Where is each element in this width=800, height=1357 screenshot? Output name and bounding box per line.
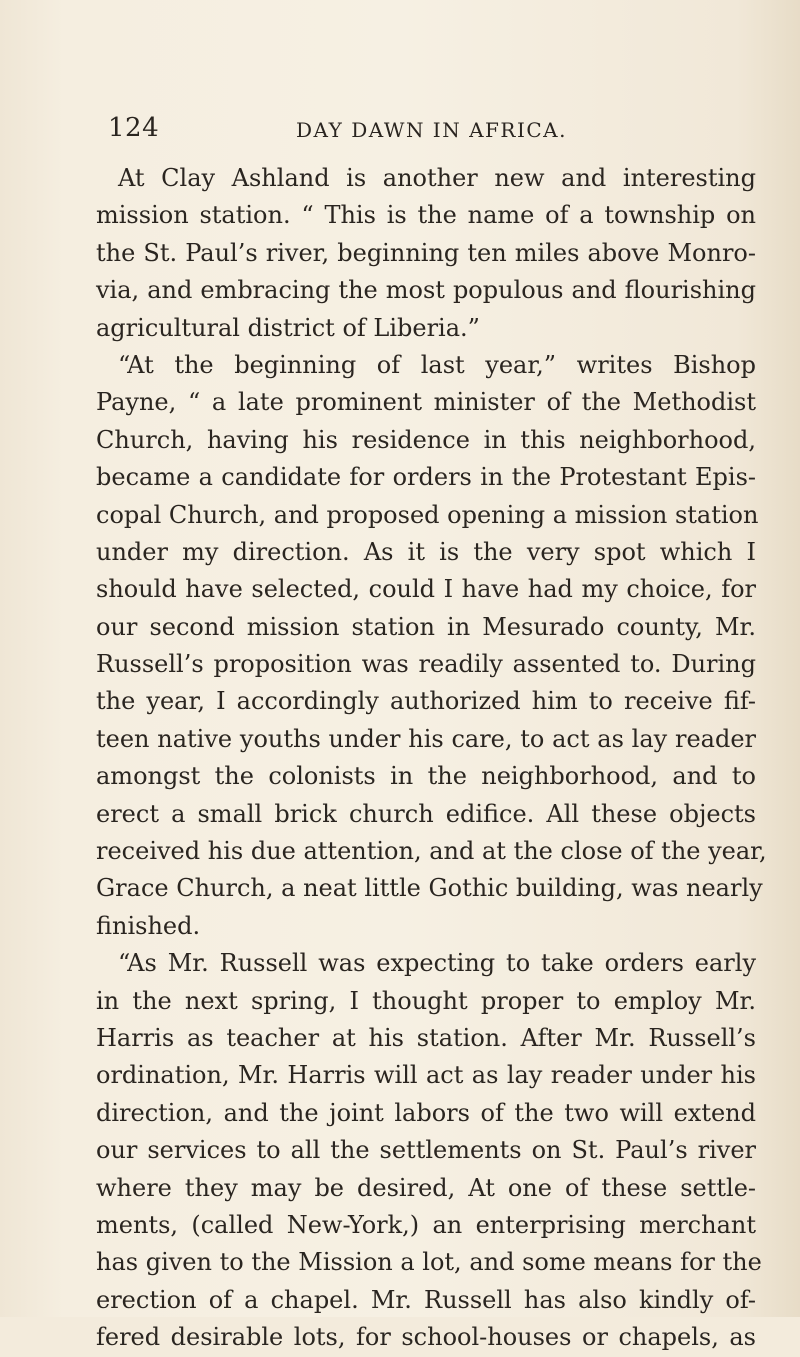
text-line: our services to all the settlements on St. Paul’s river xyxy=(96,1136,756,1165)
text-line: teen native youths under his care, to act as lay reader xyxy=(96,724,756,753)
page-header xyxy=(108,110,748,146)
text-line: Grace Church, a neat little Gothic building, was nearly xyxy=(96,874,763,903)
page-number: 124 xyxy=(108,113,160,143)
text-line: should have selected, could I have had my choice, for xyxy=(96,575,756,604)
text-line: Payne, “ a late prominent minister of the Methodist xyxy=(96,388,756,417)
text-line: erection of a chapel. Mr. Russell has also kindly of- xyxy=(96,1285,756,1314)
text-line: ments, (called New-York,) an enterprising merchant xyxy=(96,1210,756,1239)
text-line: direction, and the joint labors of the two will extend xyxy=(96,1098,756,1127)
text-line: has given to the Mission a lot, and some means for the xyxy=(96,1248,762,1277)
text-line: via, and embracing the most populous and flourishing xyxy=(96,276,756,305)
text-line: where they may be desired, At one of these settle- xyxy=(96,1173,756,1202)
text-line: became a candidate for orders in the Protestant Epis- xyxy=(96,463,756,492)
text-line: Harris as teacher at his station. After Mr. Russell’s xyxy=(96,1023,756,1052)
text-line: erect a small brick church edifice. All these objects xyxy=(96,799,756,828)
text-line: amongst the colonists in the neighborhood, and to xyxy=(96,762,756,791)
text-line: the year, I accordingly authorized him to receive fif- xyxy=(96,687,756,716)
text-line: mission station. “ This is the name of a township on xyxy=(96,201,756,230)
text-line: in the next spring, I thought proper to employ Mr. xyxy=(96,986,756,1015)
text-line: finished. xyxy=(96,911,201,940)
text-line: “At the beginning of last year,” writes Bishop xyxy=(118,350,756,379)
text-line: At Clay Ashland is another new and interesting xyxy=(118,164,756,192)
text-line: our second mission station in Mesurado county, Mr. xyxy=(96,612,756,641)
text-line: Russell’s proposition was readily assented to. During xyxy=(96,650,756,679)
text-line: copal Church, and proposed opening a mission station xyxy=(96,500,759,529)
text-line: Church, having his residence in this neighborhood, xyxy=(96,425,756,454)
running-head: DAY DAWN IN AFRICA. xyxy=(296,118,567,142)
text-line: under my direction. As it is the very spot which I xyxy=(96,537,756,566)
text-line: agricultural district of Liberia.” xyxy=(96,313,480,342)
text-line: received his due attention, and at the close of the year, xyxy=(96,837,767,866)
text-line: fered desirable lots, for school-houses or chapels, as xyxy=(96,1323,756,1352)
body-text xyxy=(96,160,767,1357)
text-line: the St. Paul’s river, beginning ten miles above Monro- xyxy=(96,238,756,267)
text-line: “As Mr. Russell was expecting to take orders early xyxy=(118,949,756,978)
text-line: ordination, Mr. Harris will act as lay reader under his xyxy=(96,1061,756,1090)
